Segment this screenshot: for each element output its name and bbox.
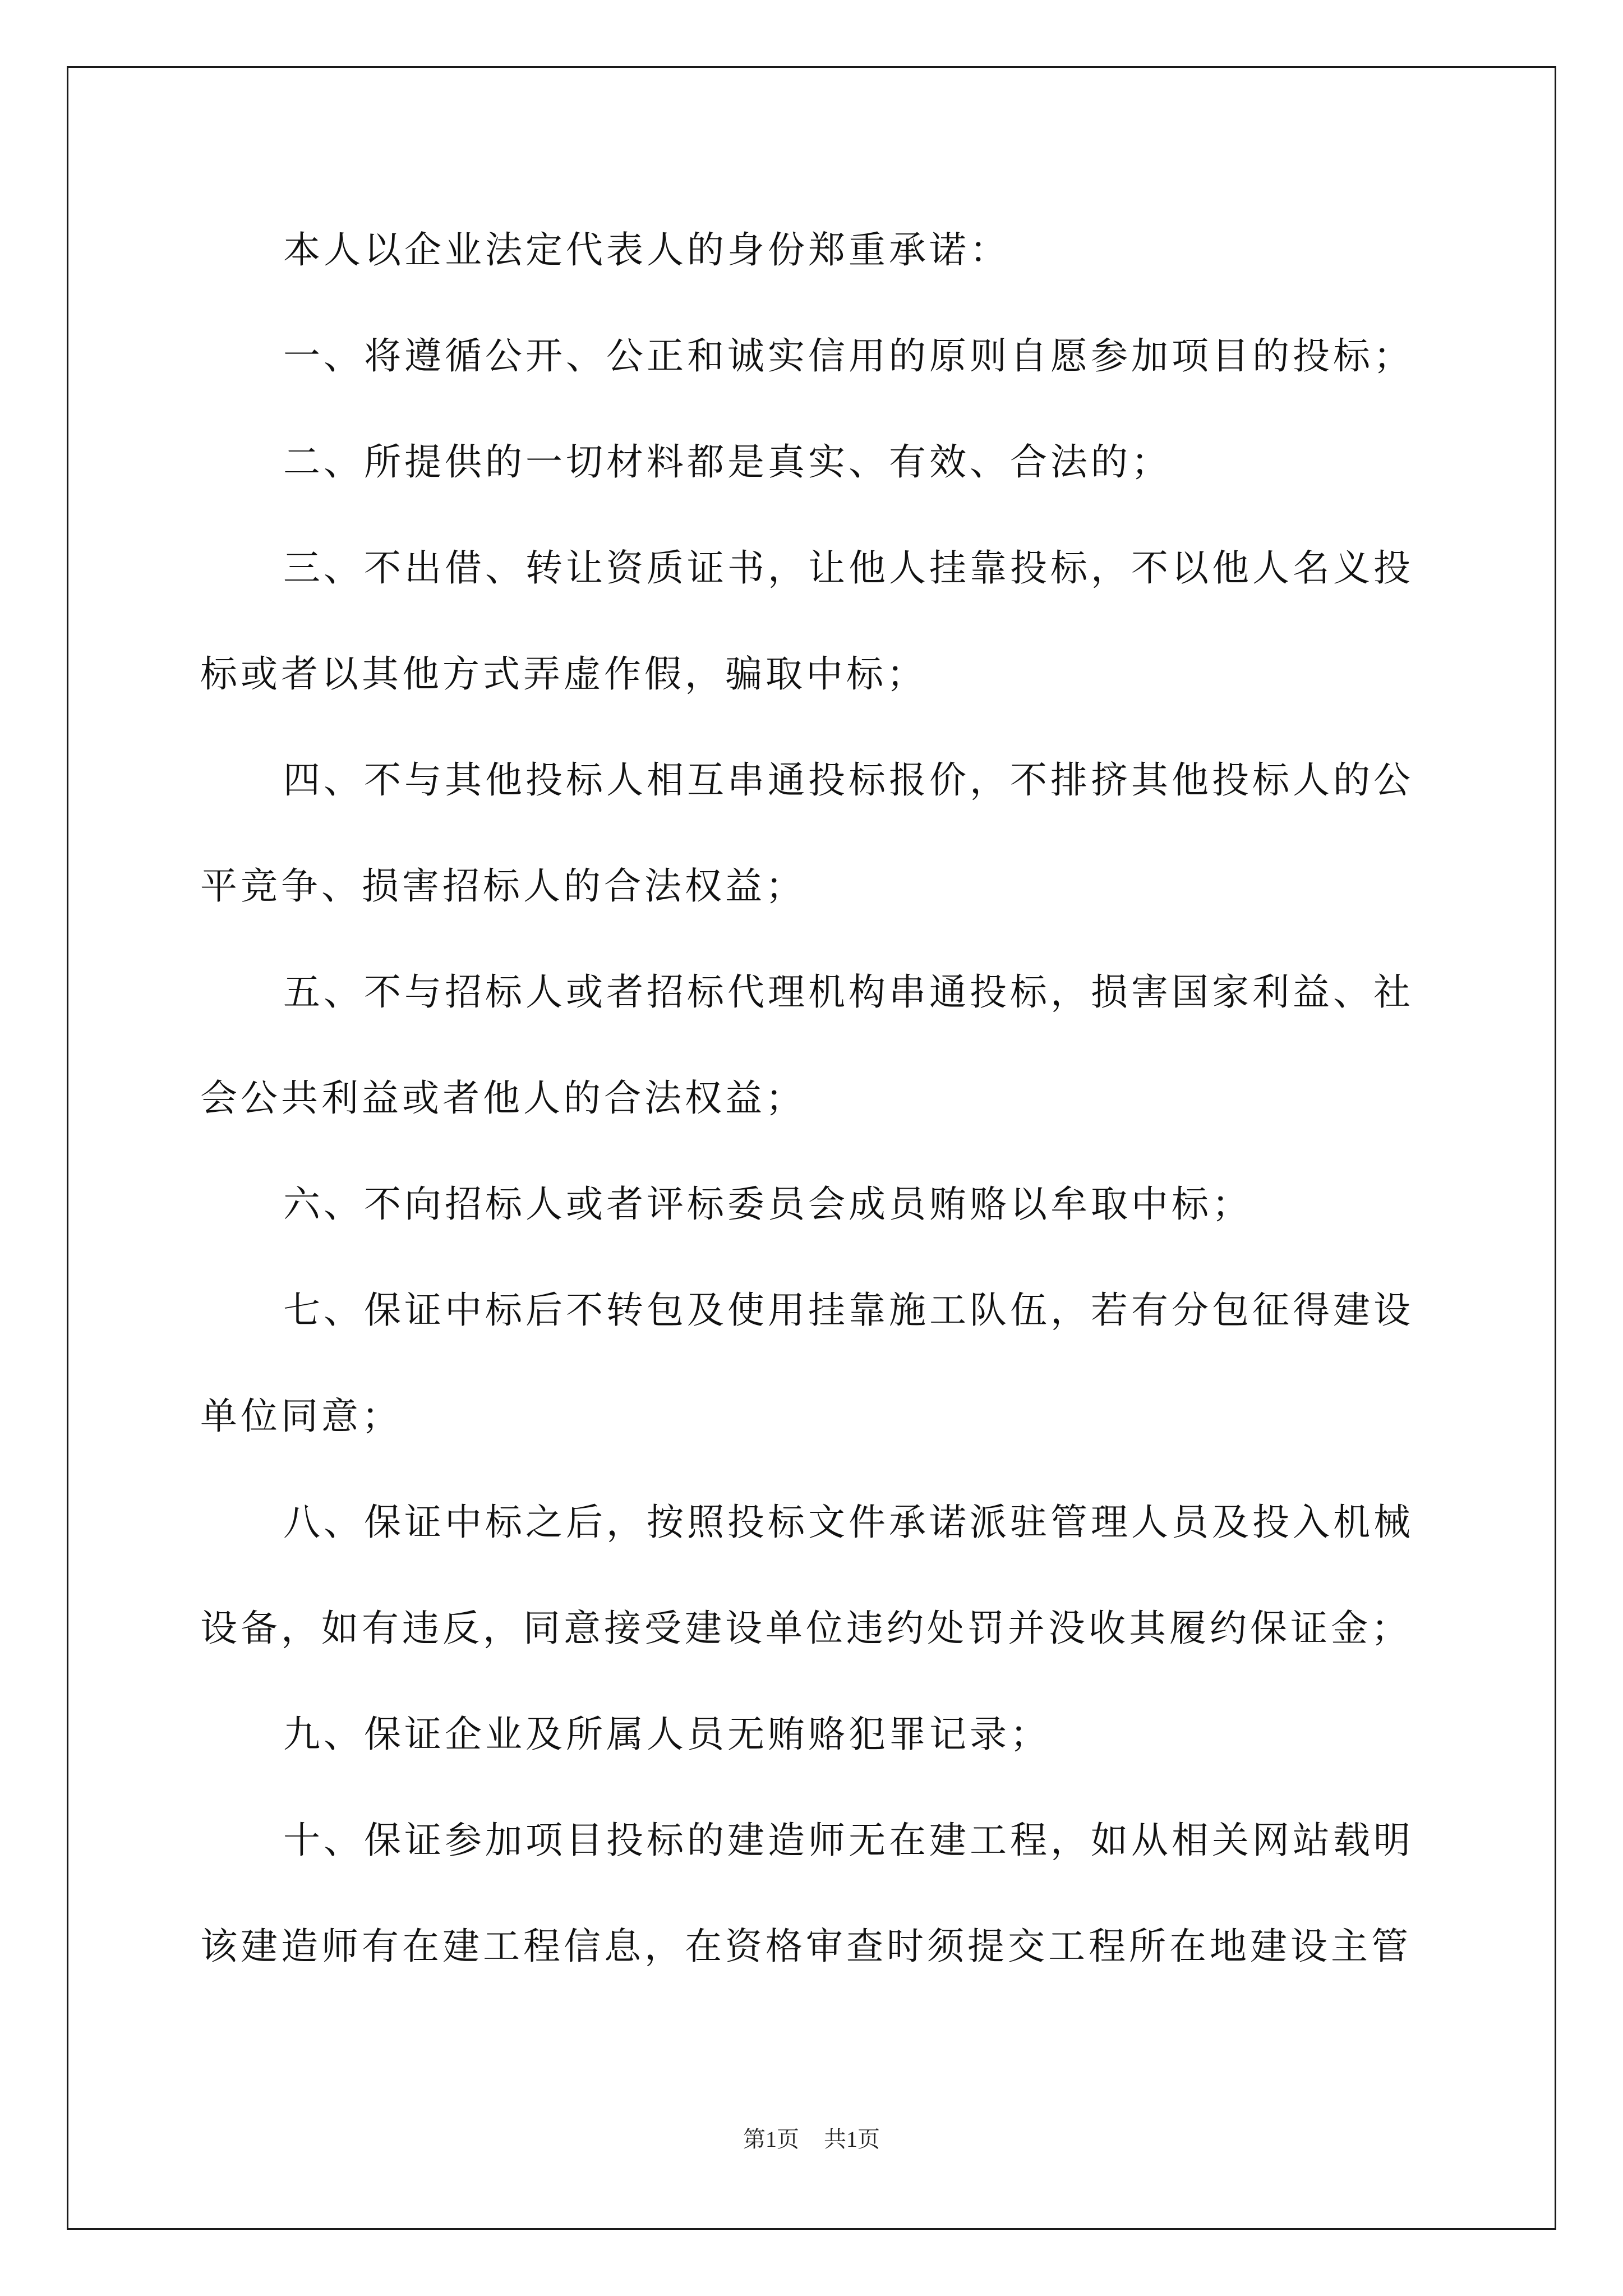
paragraph-line: 二、所提供的一切材料都是真实、有效、合法的； bbox=[283, 440, 1172, 484]
paragraph-line: 该建造师有在建工程信息，在资格审查时须提交工程所在地建设主管 bbox=[200, 1925, 1412, 1968]
current-page-number: 第1页 bbox=[743, 2127, 799, 2152]
paragraph-line: 会公共利益或者他人的合法权益； bbox=[200, 1076, 806, 1120]
paragraph-line: 四、不与其他投标人相互串通投标报价，不排挤其他投标人的公 bbox=[283, 758, 1414, 802]
page-footer bbox=[0, 2122, 1623, 2154]
paragraph-line: 六、不向招标人或者评标委员会成员贿赂以牟取中标； bbox=[283, 1182, 1252, 1226]
paragraph-line: 三、不出借、转让资质证书，让他人挂靠投标，不以他人名义投 bbox=[283, 546, 1414, 590]
paragraph-line: 设备，如有违反，同意接受建设单位违约处罚并没收其履约保证金； bbox=[200, 1607, 1412, 1650]
document-body bbox=[200, 222, 1438, 2024]
paragraph-line: 五、不与招标人或者招标代理机构串通投标，损害国家利益、社 bbox=[283, 970, 1414, 1014]
paragraph-line: 九、保证企业及所属人员无贿赂犯罪记录； bbox=[283, 1713, 1050, 1756]
paragraph-line: 本人以企业法定代表人的身份郑重承诺： bbox=[283, 228, 1010, 272]
paragraph-line: 一、将遵循公开、公正和诚实信用的原则自愿参加项目的投标； bbox=[283, 334, 1414, 378]
paragraph-line: 平竞争、损害招标人的合法权益； bbox=[200, 864, 806, 908]
paragraph-line: 十、保证参加项目投标的建造师无在建工程，如从相关网站载明 bbox=[283, 1819, 1414, 1862]
total-page-count: 共1页 bbox=[824, 2127, 880, 2152]
paragraph-line: 七、保证中标后不转包及使用挂靠施工队伍，若有分包征得建设 bbox=[283, 1289, 1414, 1332]
paragraph-line: 八、保证中标之后，按照投标文件承诺派驻管理人员及投入机械 bbox=[283, 1501, 1414, 1544]
paragraph-line: 单位同意； bbox=[200, 1395, 402, 1438]
paragraph-line: 标或者以其他方式弄虚作假，骗取中标； bbox=[200, 652, 927, 696]
